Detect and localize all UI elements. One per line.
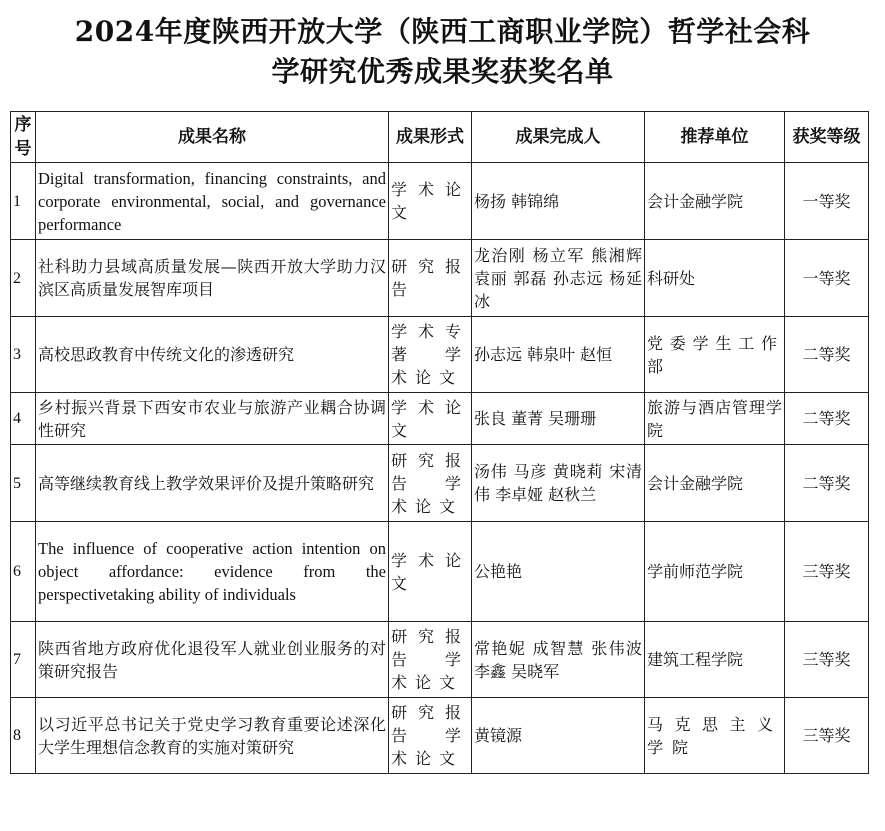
- cell-award: 三等奖: [785, 522, 869, 622]
- cell-no: 4: [11, 393, 36, 445]
- cell-award: 一等奖: [785, 240, 869, 317]
- cell-name: 高校思政教育中传统文化的渗透研究: [36, 317, 389, 393]
- cell-no: 5: [11, 445, 36, 522]
- cell-unit: 科研处: [645, 240, 785, 317]
- header-no: 序号: [11, 112, 36, 163]
- cell-authors: 黄镜源: [472, 698, 645, 774]
- cell-award: 三等奖: [785, 698, 869, 774]
- cell-name: 乡村振兴背景下西安市农业与旅游产业耦合协调性研究: [36, 393, 389, 445]
- header-form: 成果形式: [389, 112, 472, 163]
- table-row: [11, 698, 869, 774]
- table-row: [11, 317, 869, 393]
- document-title: [0, 12, 885, 92]
- table-row: [11, 163, 869, 240]
- cell-name: 以习近平总书记关于党史学习教育重要论述深化大学生理想信念教育的实施对策研究: [36, 698, 389, 774]
- table-row: [11, 522, 869, 622]
- cell-award: 二等奖: [785, 317, 869, 393]
- cell-form: 学术专著 学术论文: [389, 317, 472, 393]
- cell-form: 学术论文: [389, 163, 472, 240]
- cell-no: 2: [11, 240, 36, 317]
- table-header-row: [11, 112, 869, 163]
- cell-unit: 马克思主义学院: [645, 698, 785, 774]
- table-row: [11, 622, 869, 698]
- cell-unit: 会计金融学院: [645, 163, 785, 240]
- table-row: [11, 445, 869, 522]
- cell-authors: 常艳妮 成智慧 张伟波 李鑫 吴晓军: [472, 622, 645, 698]
- cell-award: 三等奖: [785, 622, 869, 698]
- cell-no: 6: [11, 522, 36, 622]
- cell-form: 学术论文: [389, 522, 472, 622]
- cell-no: 1: [11, 163, 36, 240]
- cell-no: 8: [11, 698, 36, 774]
- cell-unit: 会计金融学院: [645, 445, 785, 522]
- header-name: 成果名称: [36, 112, 389, 163]
- cell-name: Digital transformation, financing constraints, and corporate environmental, social, and governance performance: [36, 163, 389, 240]
- header-unit: 推荐单位: [645, 112, 785, 163]
- cell-no: 3: [11, 317, 36, 393]
- cell-authors: 孙志远 韩泉叶 赵恒: [472, 317, 645, 393]
- award-list-table: [10, 111, 869, 774]
- cell-unit: 学前师范学院: [645, 522, 785, 622]
- cell-award: 二等奖: [785, 393, 869, 445]
- cell-no: 7: [11, 622, 36, 698]
- cell-form: 研究报告: [389, 240, 472, 317]
- title-line-2: 学研究优秀成果奖获奖名单: [271, 55, 614, 88]
- cell-authors: 龙治刚 杨立军 熊湘辉 袁丽 郭磊 孙志远 杨延冰: [472, 240, 645, 317]
- cell-unit: 建筑工程学院: [645, 622, 785, 698]
- cell-form: 研究报告 学术论文: [389, 622, 472, 698]
- cell-name: 陕西省地方政府优化退役军人就业创业服务的对策研究报告: [36, 622, 389, 698]
- header-authors: 成果完成人: [472, 112, 645, 163]
- cell-name: 高等继续教育线上教学效果评价及提升策略研究: [36, 445, 389, 522]
- cell-authors: 公艳艳: [472, 522, 645, 622]
- cell-award: 二等奖: [785, 445, 869, 522]
- table-row: [11, 240, 869, 317]
- cell-form: 研究报告 学术论文: [389, 698, 472, 774]
- header-award: 获奖等级: [785, 112, 869, 163]
- cell-unit: 旅游与酒店管理学院: [645, 393, 785, 445]
- cell-form: 学术论文: [389, 393, 472, 445]
- cell-form: 研究报告 学术论文: [389, 445, 472, 522]
- table-row: [11, 393, 869, 445]
- cell-authors: 汤伟 马彦 黄晓莉 宋清伟 李卓娅 赵秋兰: [472, 445, 645, 522]
- cell-authors: 张良 董菁 吴珊珊: [472, 393, 645, 445]
- title-line-1: 2024年度陕西开放大学（陕西工商职业学院）哲学社会科: [74, 15, 811, 48]
- cell-award: 一等奖: [785, 163, 869, 240]
- cell-name: 社科助力县域高质量发展—陕西开放大学助力汉滨区高质量发展智库项目: [36, 240, 389, 317]
- cell-name: The influence of cooperative action intention on object affordance: evidence from the perspectivetaking ability of individuals: [36, 522, 389, 622]
- cell-unit: 党委学生工作部: [645, 317, 785, 393]
- cell-authors: 杨扬 韩锦绵: [472, 163, 645, 240]
